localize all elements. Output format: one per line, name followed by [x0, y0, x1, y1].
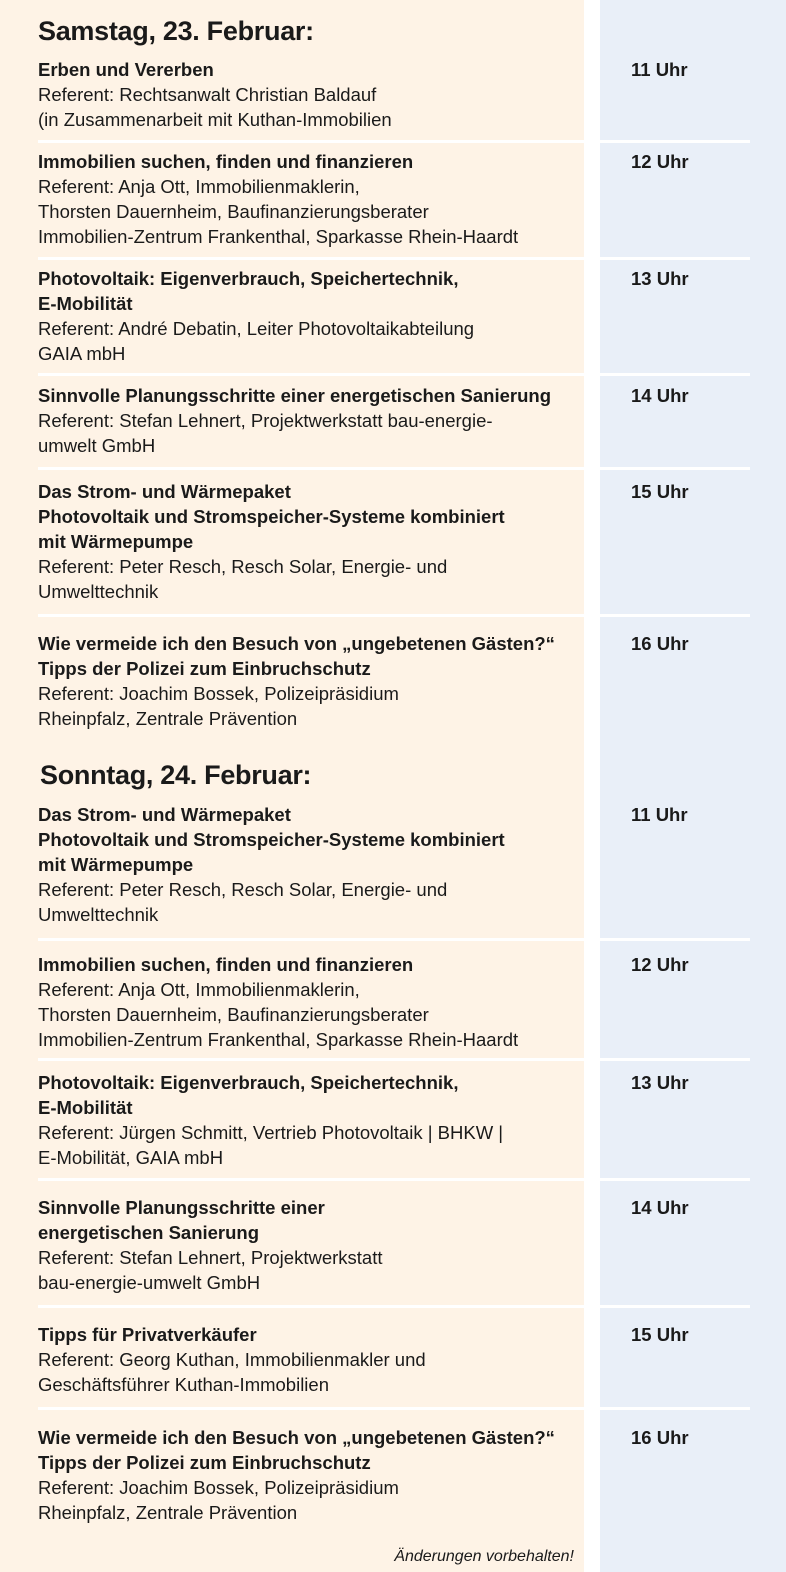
entry-divider: [38, 140, 584, 143]
event-speaker: Referent: André Debatin, Leiter Photovoltaikabteilung GAIA mbH: [38, 318, 475, 364]
event-speaker: Referent: Stefan Lehnert, Projektwerkstatt bau-energie- umwelt GmbH: [38, 410, 493, 456]
event-time: 11 Uhr: [631, 804, 688, 825]
event-title: Sinnvolle Planungsschritte einer energetischen Sanierung: [38, 1197, 325, 1243]
event-speaker: Referent: Peter Resch, Resch Solar, Energie- und Umwelttechnik: [38, 879, 448, 925]
event-speaker: Referent: Stefan Lehnert, Projektwerkstatt bau-energie-umwelt GmbH: [38, 1247, 383, 1293]
event-time: 15 Uhr: [631, 481, 689, 502]
entry-divider: [38, 373, 584, 376]
event-title: Erben und Vererben: [38, 59, 214, 80]
entry-divider: [600, 1407, 750, 1410]
entry-divider: [38, 1407, 584, 1410]
event-time: 14 Uhr: [631, 1197, 689, 1218]
event-speaker: Referent: Jürgen Schmitt, Vertrieb Photovoltaik | BHKW | E-Mobilität, GAIA mbH: [38, 1122, 504, 1168]
event-speaker: Referent: Anja Ott, Immobilienmaklerin, Thorsten Dauernheim, Baufinanzierungsberater Immobilien-Zentrum Frankenthal, Sparkasse Rhein-Haardt: [38, 176, 519, 247]
entry-divider: [38, 257, 584, 260]
day-title-sunday: Sonntag, 24. Februar:: [40, 760, 312, 790]
event-speaker: Referent: Peter Resch, Resch Solar, Energie- und Umwelttechnik: [38, 556, 448, 602]
event-title: Immobilien suchen, finden und finanzieren: [38, 954, 414, 975]
event-title: Tipps für Privatverkäufer: [38, 1324, 257, 1345]
entry-divider: [600, 938, 750, 941]
event-title: Sinnvolle Planungsschritte einer energetischen Sanierung: [38, 385, 551, 406]
entry-divider: [600, 140, 750, 143]
event-time: 11 Uhr: [631, 59, 688, 80]
event-title: Immobilien suchen, finden und finanzieren: [38, 151, 414, 172]
event-time: 16 Uhr: [631, 1427, 689, 1448]
entry-divider: [38, 1305, 584, 1308]
event-time: 13 Uhr: [631, 268, 689, 289]
event-speaker: Referent: Georg Kuthan, Immobilienmakler und Geschäftsführer Kuthan-Immobilien: [38, 1349, 426, 1395]
entry-divider: [38, 614, 584, 617]
event-speaker: Referent: Joachim Bossek, Polizeipräsidium Rheinpfalz, Zentrale Prävention: [38, 1477, 399, 1523]
event-title: Das Strom- und Wärmepaket Photovoltaik und Stromspeicher-Systeme kombiniert mit Wärmepumpe: [38, 481, 505, 552]
event-title: Photovoltaik: Eigenverbrauch, Speichertechnik, E-Mobilität: [38, 1072, 459, 1118]
event-time: 12 Uhr: [631, 954, 689, 975]
entry-divider: [38, 938, 584, 941]
footer-disclaimer: Änderungen vorbehalten!: [394, 1548, 574, 1565]
event-time: 16 Uhr: [631, 633, 689, 654]
entry-divider: [38, 1058, 584, 1061]
entry-divider: [38, 1178, 584, 1181]
event-time: 12 Uhr: [631, 151, 689, 172]
event-title: Photovoltaik: Eigenverbrauch, Speichertechnik, E-Mobilität: [38, 268, 459, 314]
event-time: 14 Uhr: [631, 385, 689, 406]
entry-divider: [600, 1305, 750, 1308]
event-title: Wie vermeide ich den Besuch von „ungebetenen Gästen?“ Tipps der Polizei zum Einbruchschutz: [38, 633, 555, 679]
day-title-saturday: Samstag, 23. Februar:: [38, 16, 314, 46]
event-time: 15 Uhr: [631, 1324, 689, 1345]
event-speaker: Referent: Rechtsanwalt Christian Baldauf (in Zusammenarbeit mit Kuthan-Immobilien: [38, 84, 392, 130]
entry-divider: [600, 467, 750, 470]
entry-divider: [38, 467, 584, 470]
entry-divider: [600, 614, 750, 617]
entry-divider: [600, 1058, 750, 1061]
time-column-background: [600, 0, 786, 1572]
event-time: 13 Uhr: [631, 1072, 689, 1093]
event-speaker: Referent: Joachim Bossek, Polizeipräsidium Rheinpfalz, Zentrale Prävention: [38, 683, 399, 729]
entry-divider: [600, 373, 750, 376]
entry-divider: [600, 257, 750, 260]
event-speaker: Referent: Anja Ott, Immobilienmaklerin, Thorsten Dauernheim, Baufinanzierungsberater Immobilien-Zentrum Frankenthal, Sparkasse Rhein-Haardt: [38, 979, 519, 1050]
event-title: Wie vermeide ich den Besuch von „ungebetenen Gästen?“ Tipps der Polizei zum Einbruchschutz: [38, 1427, 555, 1473]
event-title: Das Strom- und Wärmepaket Photovoltaik und Stromspeicher-Systeme kombiniert mit Wärmepumpe: [38, 804, 505, 875]
entry-divider: [600, 1178, 750, 1181]
